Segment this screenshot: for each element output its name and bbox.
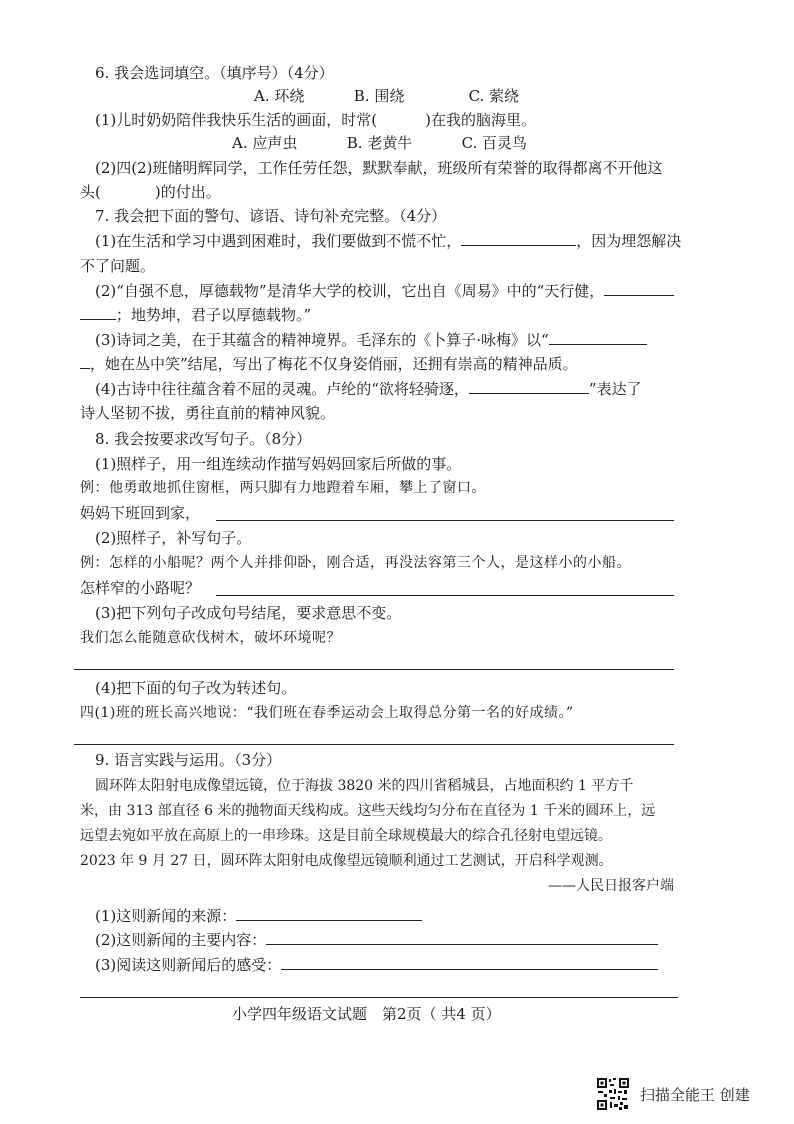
q6-option: C. 萦绕	[468, 87, 520, 105]
q6-option: C. 百灵鸟	[461, 134, 528, 152]
q6-s2-part: )的付出。	[154, 183, 221, 201]
q6-option: A. 环绕	[254, 87, 305, 105]
q8-sentence-2: (2)照样子，补写句子。	[95, 529, 252, 547]
answer-line[interactable]	[216, 520, 674, 521]
q7-sentence-2-line2	[80, 305, 311, 325]
q8-prompt-1: 妈妈下班回到家，	[80, 504, 201, 522]
qr-code-icon	[596, 1077, 630, 1111]
q7-sentence-3	[95, 330, 647, 350]
q7-sentence-4	[95, 379, 642, 399]
answer-blank[interactable]	[461, 231, 576, 246]
q8-text-4: 四(1)班的班长高兴地说：“我们班在春季运动会上取得总分第一名的好成绩。”	[80, 705, 574, 721]
q9-paragraph-line: 米，由 313 部直径 6 米的抛物面天线构成。这些天线均匀分布在直径为 1 千米的圆环上，远	[80, 803, 656, 819]
q6-s1-end: )在我的脑海里。	[425, 111, 536, 129]
q7-s2-part: ；地势坤，君子以厚德载物。”	[116, 306, 312, 324]
q8-example-2: 例：怎样的小船呢？两个人并排仰卧，刚合适，再没法容第三个人，是这样小的小船。	[80, 555, 631, 571]
q8-sentence-1: (1)照样子，用一组连续动作描写妈妈回家后所做的事。	[95, 455, 462, 473]
q9-source: ——人民日报客户端	[548, 878, 674, 894]
q9-a1-label: (1)这则新闻的来源：	[95, 907, 237, 925]
answer-blank[interactable]	[549, 330, 647, 345]
scanner-brand-label: 扫描全能王 创建	[640, 1086, 750, 1104]
answer-blank[interactable]	[281, 955, 658, 970]
q7-sentence-2	[95, 281, 674, 301]
q7-sentence-4-line2: 诗人坚韧不拔，勇往直前的精神风貌。	[80, 404, 336, 422]
answer-line[interactable]	[216, 595, 674, 596]
q7-s3-part: (3)诗词之美，在于其蕴含的精神境界。毛泽东的《卜算子·咏梅》以“	[95, 331, 549, 349]
q7-s4-part: ”表达了	[588, 380, 642, 398]
q9-answer-3	[95, 955, 658, 975]
q7-s1-part: ，因为埋怨解决	[576, 232, 682, 250]
q8-text-3: 我们怎么能随意砍伐树木，破坏环境呢？	[80, 630, 341, 646]
q6-option: B. 老黄牛	[346, 134, 413, 152]
q6-options-1	[254, 86, 519, 106]
q6-s1-text: (1)儿时奶奶陪伴我快乐生活的画面，时常(	[95, 111, 378, 129]
q6-option: B. 围绕	[353, 87, 405, 105]
q8-title: 8. 我会按要求改写句子。（8分）	[95, 430, 312, 448]
q9-answer-1	[95, 906, 422, 926]
answer-blank[interactable]	[80, 354, 90, 369]
q9-paragraph-line: 圆环阵太阳射电成像望远镜，位于海拔 3820 米的四川省稻城县，占地面积约 1 平方千	[95, 778, 634, 794]
page-footer: 小学四年级语文试题 第2页（ 共4 页）	[232, 1005, 501, 1023]
q8-sentence-4: (4)把下面的句子改为转述句。	[95, 679, 297, 697]
q7-s3-part: ，她在丛中笑”结尾，写出了梅花不仅身姿俏丽，还拥有崇高的精神品质。	[90, 355, 578, 373]
q6-sentence-2-line2	[80, 182, 221, 202]
q6-title: 6. 我会选词填空。（填序号）（4分）	[95, 64, 334, 82]
answer-blank[interactable]	[469, 379, 589, 394]
q6-sentence-1	[95, 110, 536, 130]
q8-prompt-2: 怎样窄的小路呢？	[80, 579, 201, 597]
q7-s2-part: (2)“自强不息，厚德载物”是清华大学的校训，它出自《周易》中的“天行健，	[95, 282, 605, 300]
q7-sentence-1-line2: 不了问题。	[80, 257, 156, 275]
q8-example-1: 例：他勇敢地抓住窗框，两只脚有力地蹬着车厢，攀上了窗口。	[80, 480, 486, 496]
q8-sentence-3: (3)把下列句子改成句号结尾，要求意思不变。	[95, 604, 402, 622]
answer-blank[interactable]	[236, 906, 422, 921]
q9-a3-label: (3)阅读这则新闻后的感受：	[95, 956, 282, 974]
q7-s4-part: (4)古诗中往往蕴含着不屈的灵魂。卢纶的“欲将轻骑逐，	[95, 380, 469, 398]
q9-answer-2	[95, 930, 658, 950]
q7-sentence-3-line2	[80, 354, 578, 374]
q9-title: 9. 语言实践与运用。（3分）	[95, 751, 282, 769]
answer-blank[interactable]	[604, 281, 674, 296]
q9-paragraph-line: 远望去宛如平放在高原上的一串珍珠。这是目前全球规模最大的综合孔径射电望远镜。	[80, 828, 612, 844]
answer-blank[interactable]	[266, 930, 658, 945]
answer-line[interactable]	[74, 669, 674, 670]
q7-s1-part: (1)在生活和学习中遇到困难时，我们要做到不慌不忙，	[95, 232, 462, 250]
q9-paragraph-line: 2023 年 9 月 27 日，圆环阵太阳射电成像望远镜顺利通过工艺测试，开启科学观测。	[80, 853, 613, 869]
answer-line[interactable]	[74, 744, 674, 745]
q6-option: A. 应声虫	[232, 134, 298, 152]
q7-title: 7. 我会把下面的警句、谚语、诗句补充完整。（4分）	[95, 207, 447, 225]
q6-sentence-2: (2)四(2)班储明辉同学，工作任劳任怨，默默奉献，班级所有荣誉的取得都离不开他这	[95, 159, 663, 177]
q7-sentence-1	[95, 231, 681, 251]
q6-s2-part: 头(	[80, 183, 101, 201]
answer-blank[interactable]	[80, 305, 116, 320]
q6-options-2	[232, 133, 527, 153]
q9-a2-label: (2)这则新闻的主要内容：	[95, 931, 267, 949]
footer-divider	[80, 997, 678, 998]
